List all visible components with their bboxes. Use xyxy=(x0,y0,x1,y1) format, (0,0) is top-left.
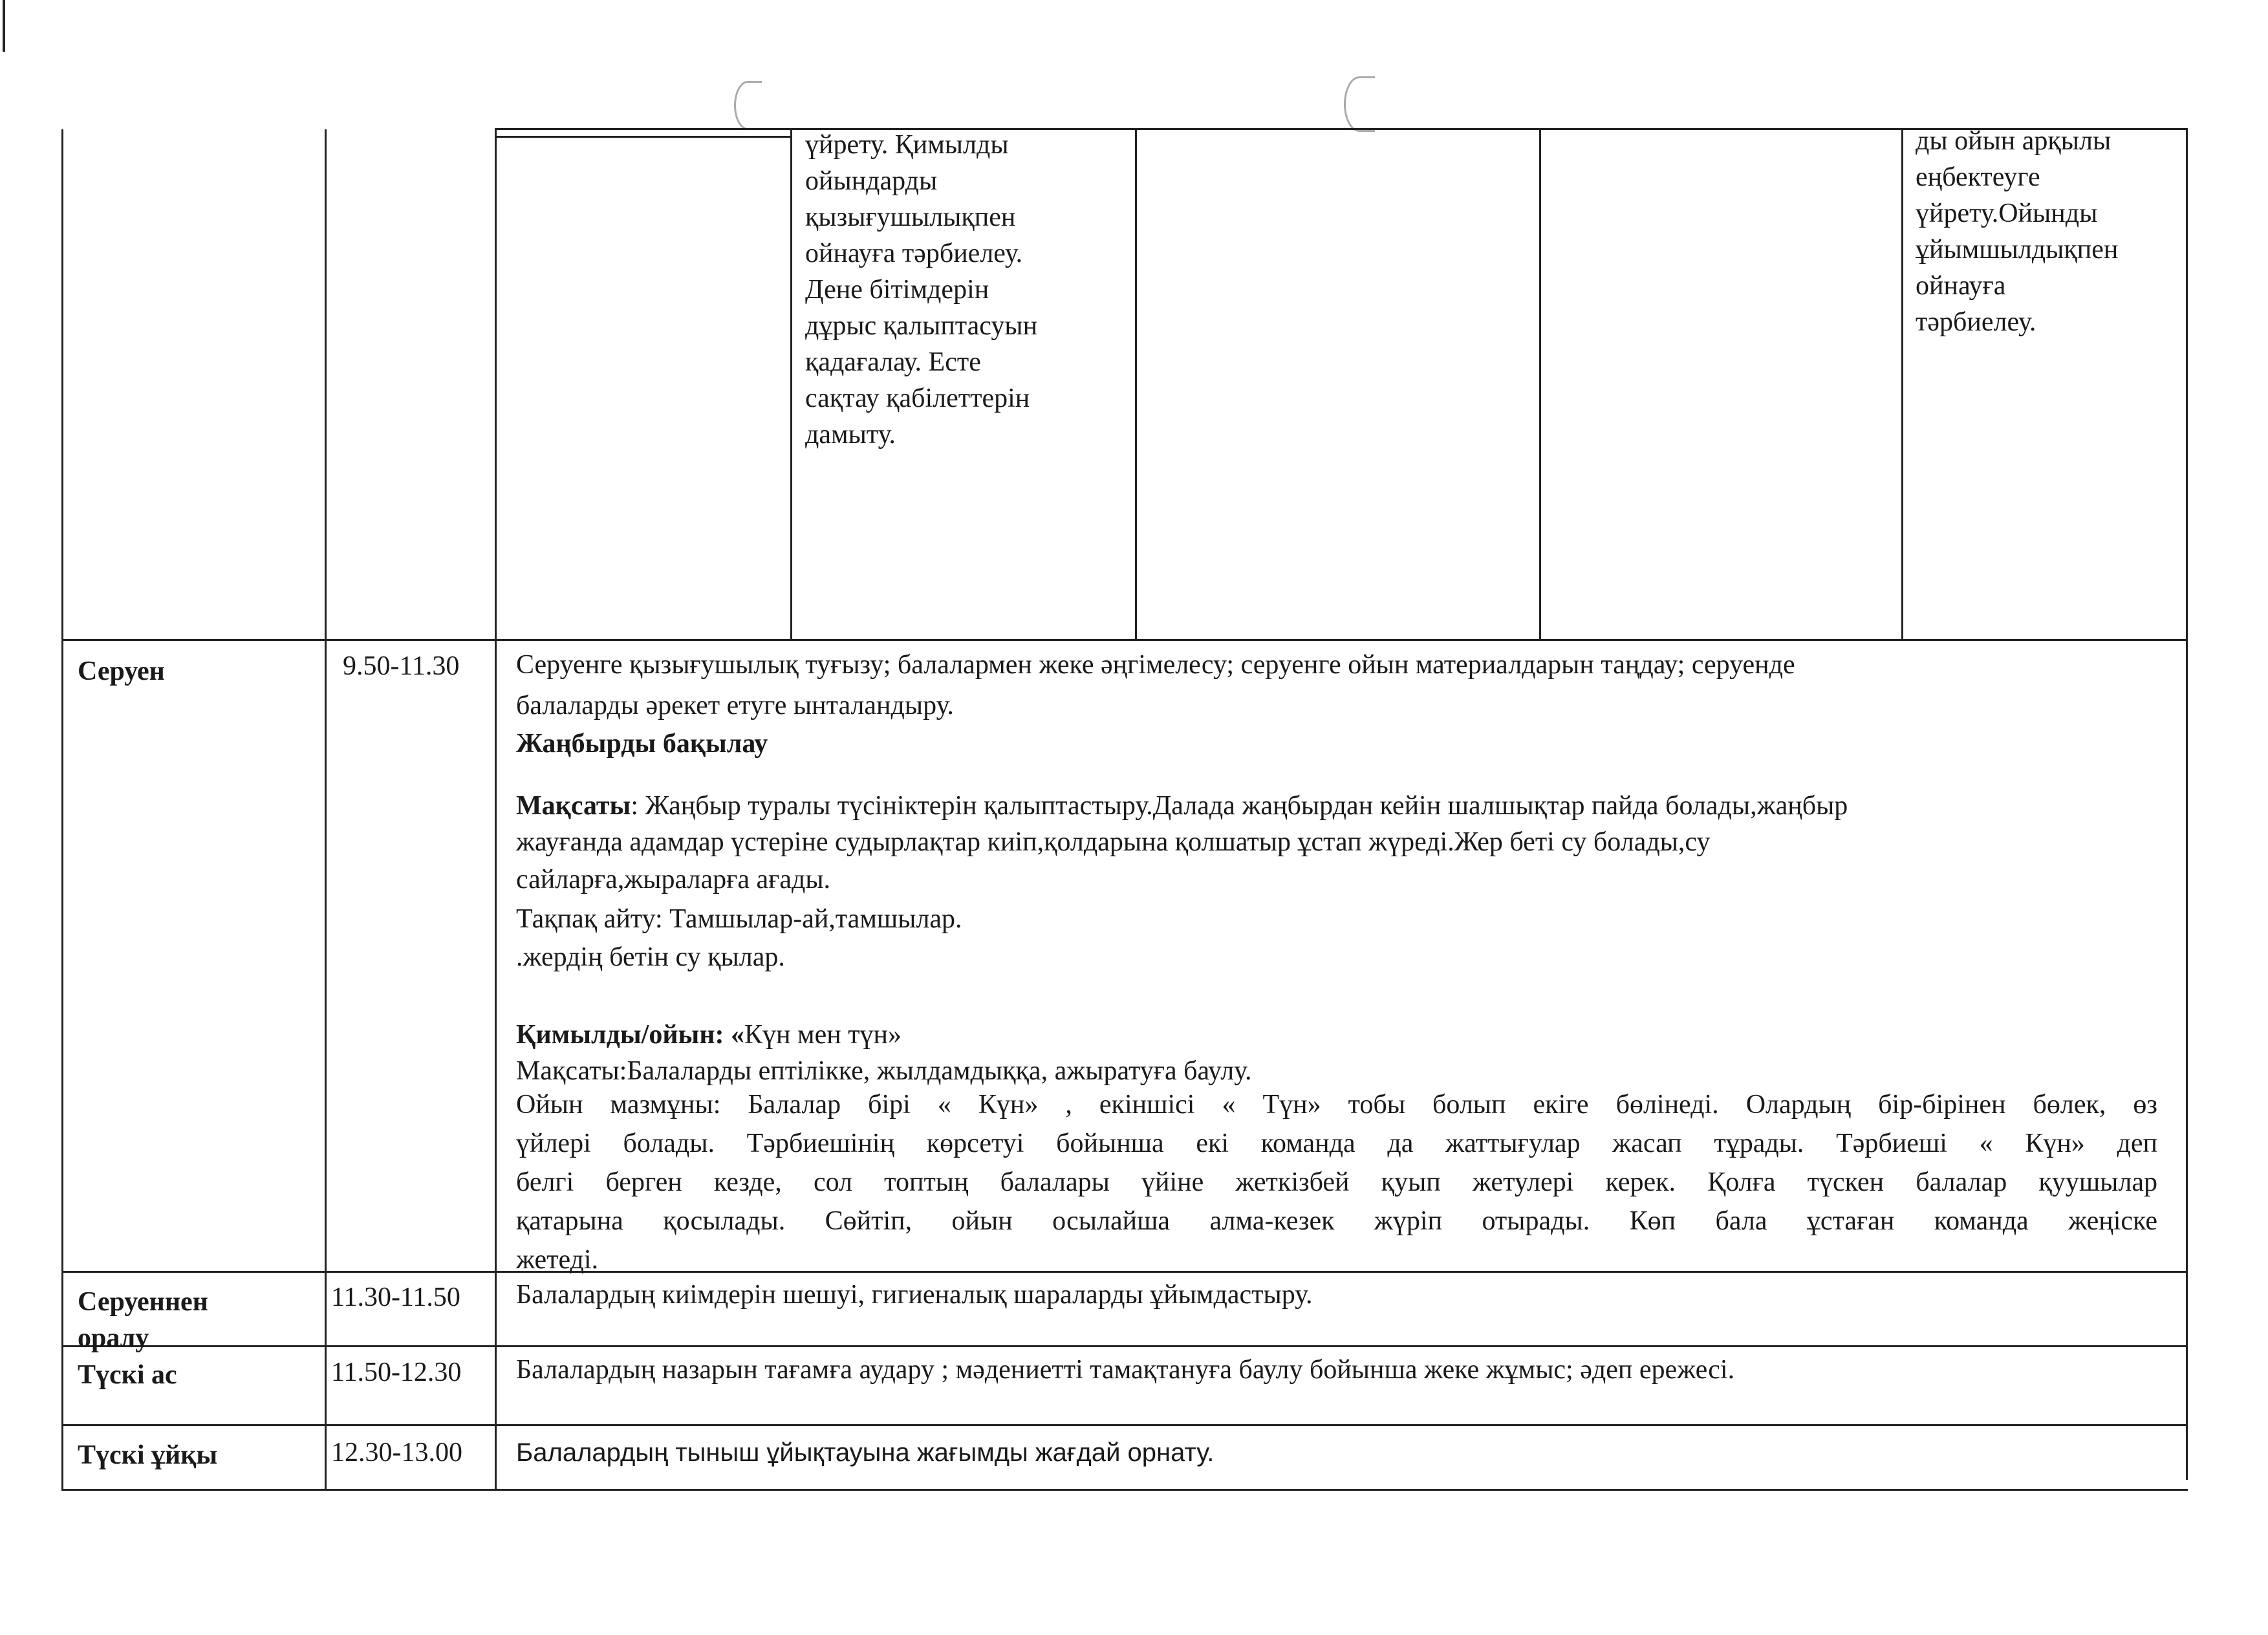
text-line: ұйымшылдықпен xyxy=(1916,235,2119,265)
game-content-line-3: белгі берген кезде, сол топтың балалары үйіне жеткізбей қуып жетулері керек. Қолға түскен балалар қуушылар xyxy=(516,1167,2157,1197)
takpak-line-1: Тақпақ айту: Тамшылар-ай,тамшылар. xyxy=(516,904,962,934)
game-content-line-4: қатарына қосылады. Сөйтіп, ойын осылайша алма-кезек жүріп отырады. Көп бала ұстаған команда жеңіске xyxy=(516,1206,2157,1236)
observation-title: Жаңбырды бақылау xyxy=(516,729,768,759)
text-line: ойындарды xyxy=(805,166,938,196)
row-label-nap: Түскі ұйқы xyxy=(78,1440,218,1470)
row-label-lunch: Түскі ас xyxy=(78,1360,177,1390)
row-label-return-line2: оралу xyxy=(78,1323,149,1353)
upper-col4-text xyxy=(805,127,1037,453)
row-label-return xyxy=(78,1284,208,1356)
row-text-return: Балалардың киімдерін шешуі, гигиеналық шараларды ұйымдастыру. xyxy=(516,1280,1313,1310)
upper-col3-top-border xyxy=(495,136,792,138)
seruen-intro-line-2: балаларды әрекет етуге ынталандыру. xyxy=(516,691,954,720)
text-line: сақтау қабілеттерін xyxy=(805,384,1030,413)
goal-line-1 xyxy=(516,788,1848,824)
row-label-return-line1: Серуеннен xyxy=(78,1287,208,1317)
takpak-line-2: .жердің бетін су қылар. xyxy=(516,942,785,972)
text-line: үйрету. Қимылды xyxy=(805,130,1009,160)
text-line: ойнауға тәрбиелеу. xyxy=(805,239,1023,268)
text-line: қадағалау. Есте xyxy=(805,347,981,377)
row-time-nap: 12.30-13.00 xyxy=(331,1438,462,1467)
text-line: үйрету.Ойынды xyxy=(1916,199,2098,228)
row-divider-lunch-top xyxy=(61,1345,2188,1347)
text-line: еңбектеуге xyxy=(1916,162,2040,192)
row-divider-nap-top xyxy=(61,1424,2188,1426)
scan-edge-mark xyxy=(3,0,5,52)
game-label: Қимылды/ойын: « xyxy=(516,1020,745,1050)
text-line: дамыту. xyxy=(805,420,896,449)
row-time-return: 11.30-11.50 xyxy=(331,1283,460,1312)
punch-hole-mark xyxy=(734,81,762,130)
row-text-nap: Балалардың тыныш ұйықтауына жағымды жағдай орнату. xyxy=(516,1438,1215,1467)
game-content-line-5: жетеді. xyxy=(516,1245,599,1275)
col-divider-4 xyxy=(1135,128,1137,640)
text-line: ды ойын арқылы xyxy=(1916,126,2111,156)
game-name: Күн мен түн» xyxy=(744,1020,902,1050)
goal-line-3: сайларға,жыраларға ағады. xyxy=(516,865,831,894)
game-content-line-1: Ойын мазмұны: Балалар бірі « Күн» , екіншісі « Түн» тобы болып екіге бөлінеді. Олардың бір-бірінен бөлек, өз xyxy=(516,1090,2157,1120)
text-line: дұрыс қалыптасуын xyxy=(805,311,1038,341)
punch-hole-mark xyxy=(1344,76,1375,132)
goal-text: : Жаңбыр туралы түсініктерін қалыптастыру.Далада жаңбырдан кейін шалшықтар пайда болады,жаңбыр xyxy=(631,791,1848,821)
game-goal: Мақсаты:Балаларды ептілікке, жылдамдыққа, ажыратуға баулу. xyxy=(516,1056,1252,1086)
col-divider-3 xyxy=(790,128,792,640)
col-divider-2 xyxy=(495,128,497,1491)
col-divider-6 xyxy=(1901,128,1903,640)
row-time-lunch: 11.50-12.30 xyxy=(331,1358,462,1387)
row-time-seruen: 9.50-11.30 xyxy=(343,651,460,681)
table-bottom-border xyxy=(61,1489,2188,1491)
text-line: ойнауға xyxy=(1916,271,2006,301)
text-line: тәрбиелеу. xyxy=(1916,307,2036,337)
text-line: Дене бітімдерін xyxy=(805,275,989,305)
table-left-border xyxy=(61,129,63,1491)
goal-label: Мақсаты xyxy=(516,791,631,821)
goal-line-2: жауғанда адамдар үстеріне судырлақтар киіп,қолдарына қолшатыр ұстап жүреді.Жер беті су болады,су xyxy=(516,827,1711,857)
row-text-lunch: Балалардың назарын тағамға аудару ; мәдениетті тамақтануға баулу бойынша жеке жұмыс; әдеп ережесі. xyxy=(516,1355,1735,1385)
col-divider-1 xyxy=(325,129,327,1491)
row-divider-return-top xyxy=(61,1271,2188,1273)
table-right-border xyxy=(2186,128,2188,1480)
row-divider-seruen-top xyxy=(61,639,2188,641)
text-line: қызығушылықпен xyxy=(805,202,1016,232)
game-title xyxy=(516,1017,902,1053)
game-content-line-2: үйлері болады. Тәрбиешінің көрсетуі бойынша екі команда да жаттығулар жасап тұрады. Тәрбиеші « Күн» деп xyxy=(516,1129,2157,1158)
upper-col7-text xyxy=(1916,123,2118,340)
seruen-intro-line-1: Серуенге қызығушылық туғызу; балалармен жеке әңгімелесу; серуенге ойын материалдарын таңдау; серуенде xyxy=(516,650,1795,680)
row-label-seruen: Серуен xyxy=(78,656,165,686)
col-divider-5 xyxy=(1539,128,1541,640)
